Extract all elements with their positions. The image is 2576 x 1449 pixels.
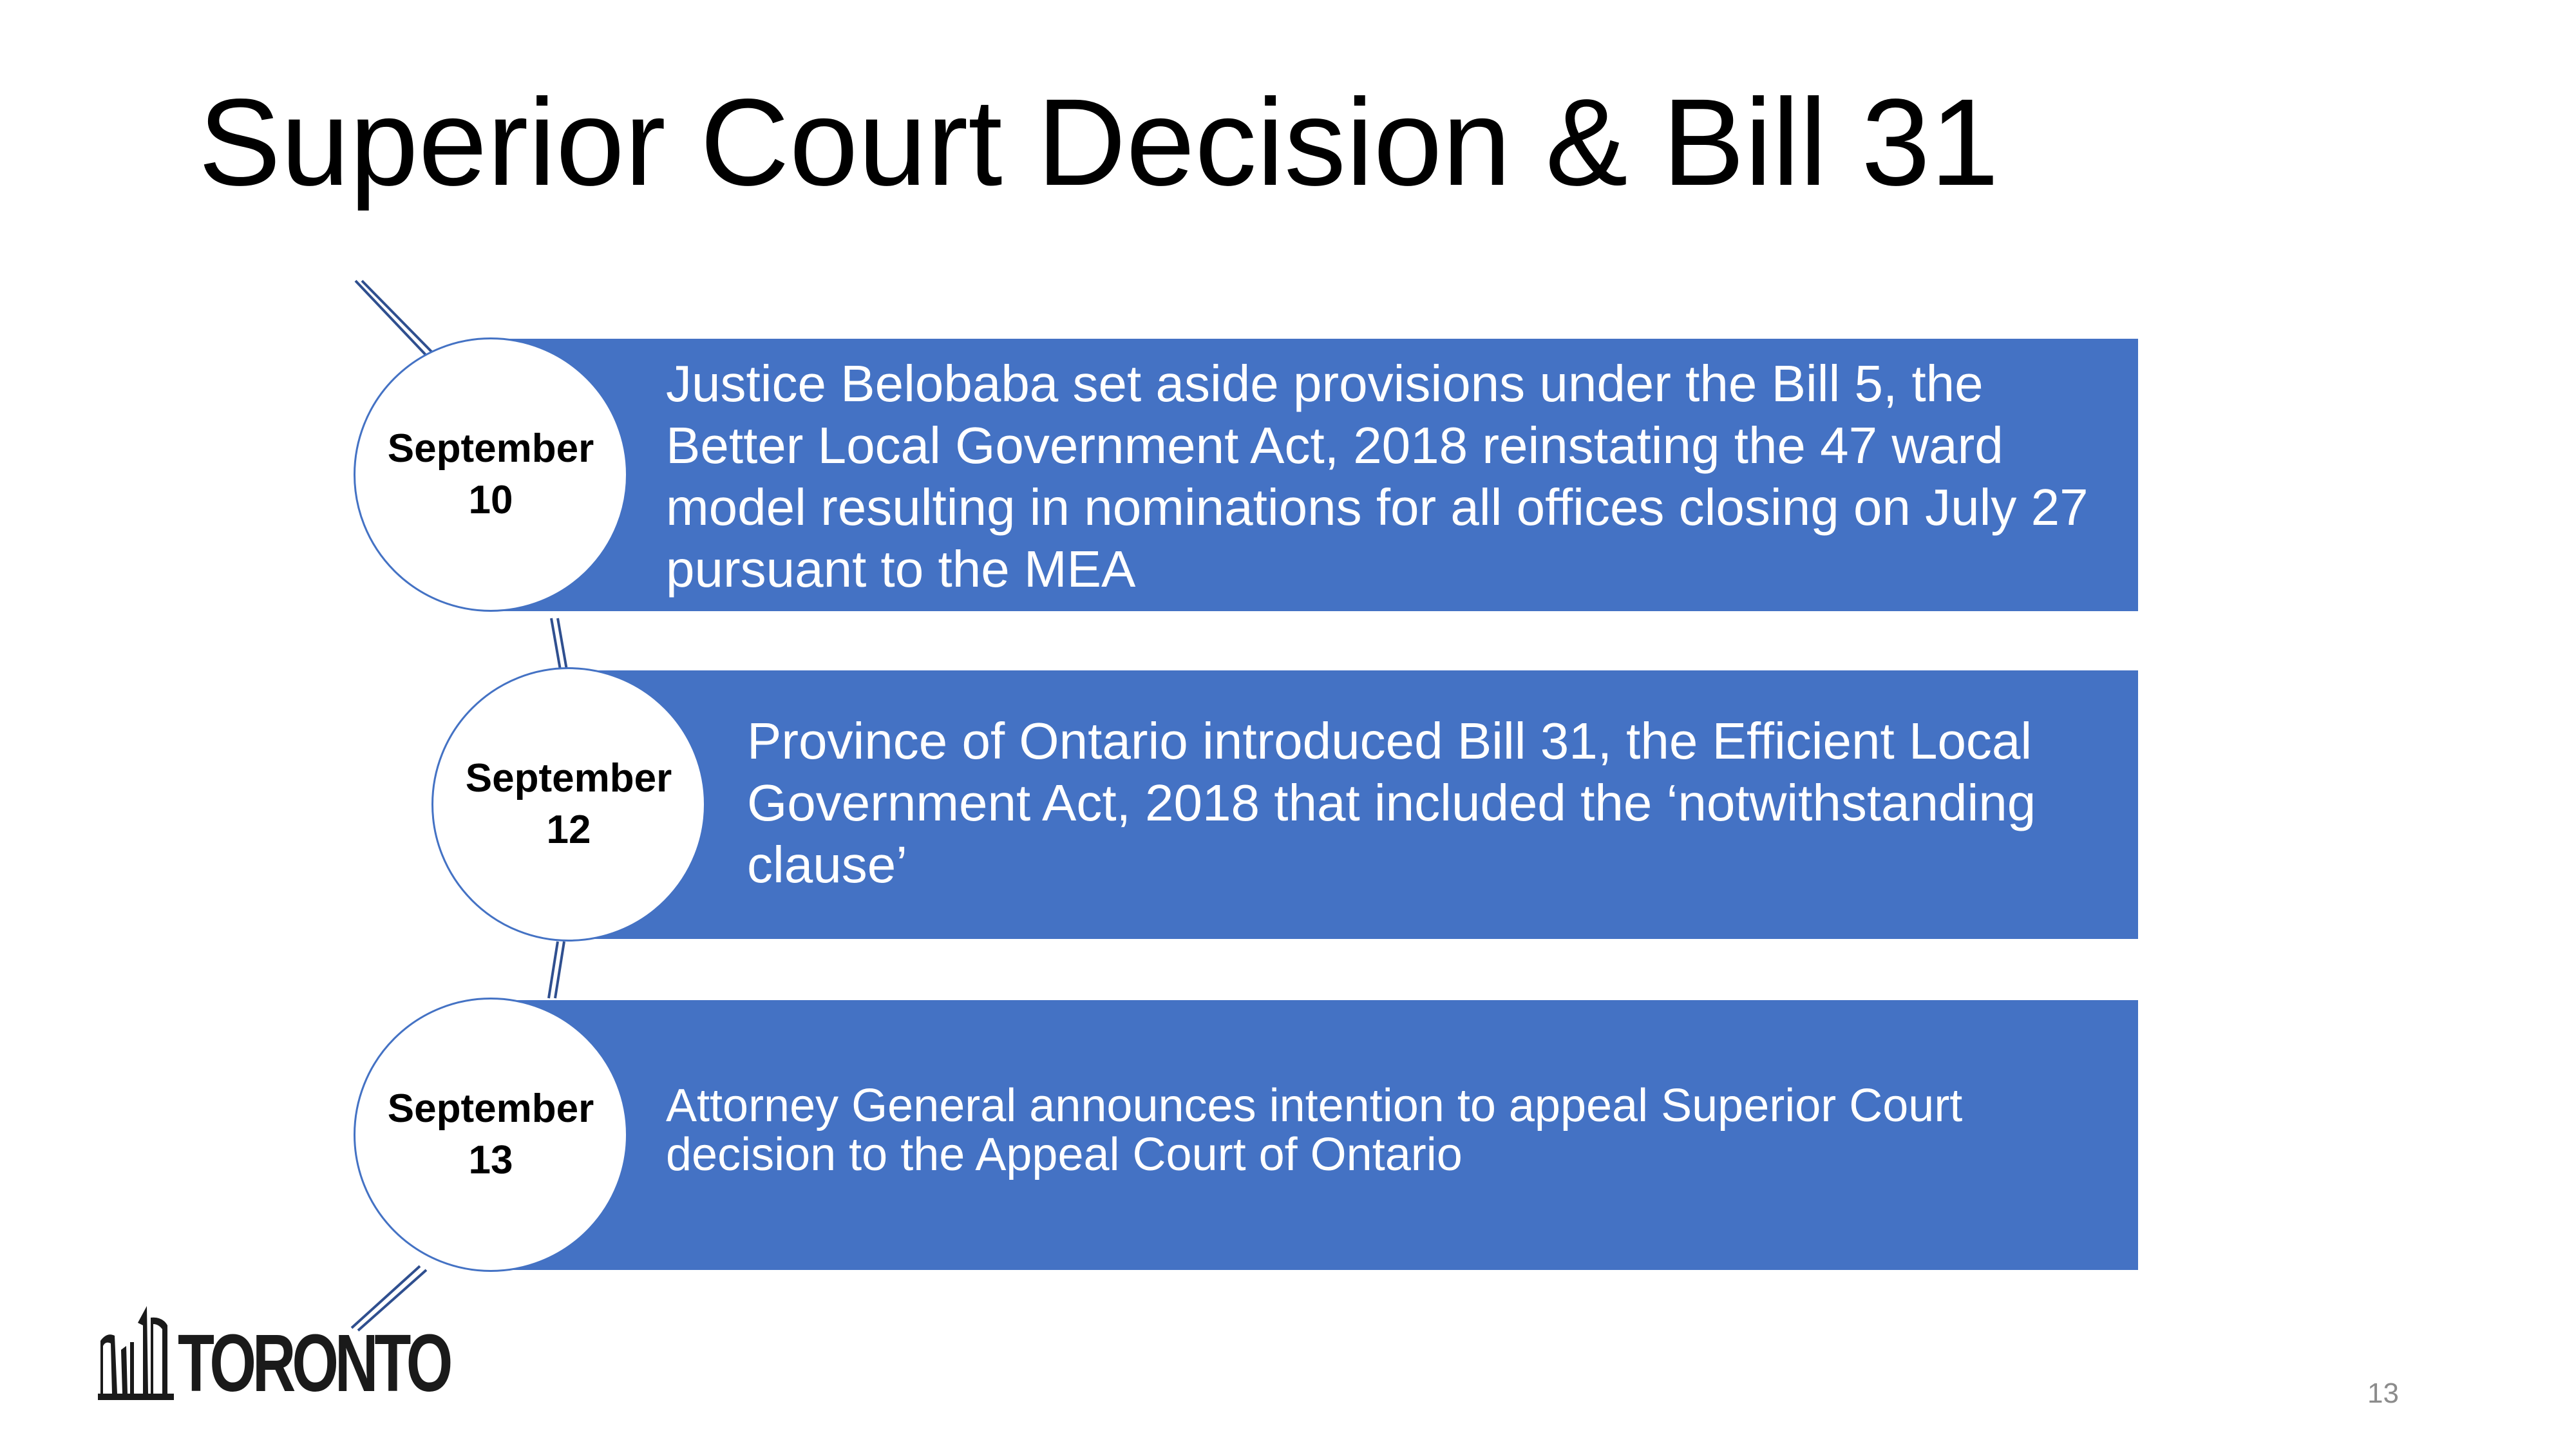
toronto-logo — [98, 1303, 544, 1408]
date-circle-1 — [354, 337, 628, 612]
timeline-text-3: Attorney General announces intention to appeal Superior Court decision to the Appeal Court of Ontario — [666, 1080, 1963, 1180]
date-day-3: 13 — [468, 1138, 513, 1182]
timeline-band-3 — [489, 1000, 2138, 1270]
timeline-band-1 — [489, 339, 2138, 611]
logo-wordmark: TORONTO — [178, 1318, 450, 1408]
page-number: 13 — [2367, 1378, 2399, 1409]
toronto-city-hall-icon — [98, 1303, 174, 1400]
date-day-2: 12 — [546, 808, 591, 852]
date-month-3: September — [387, 1086, 594, 1131]
timeline-text-1: Justice Belobaba set aside provisions under the Bill 5, the Better Local Government Act, 2018 reinstating the 47 ward model resulting in nominations for all offices closing on July 27 pursuant to the MEA — [666, 355, 2088, 598]
date-circle-2 — [431, 667, 706, 942]
timeline-text-2: Province of Ontario introduced Bill 31, the Efficient Local Government Act, 2018 that included the ‘notwithstanding clause’ — [747, 712, 2036, 893]
timeline-band-2 — [580, 670, 2138, 939]
slide-title: Superior Court Decision & Bill 31 — [198, 73, 1999, 211]
date-circle-3 — [354, 998, 628, 1272]
date-month-2: September — [465, 756, 672, 800]
date-month-1: September — [387, 426, 594, 471]
date-day-1: 10 — [468, 478, 513, 522]
